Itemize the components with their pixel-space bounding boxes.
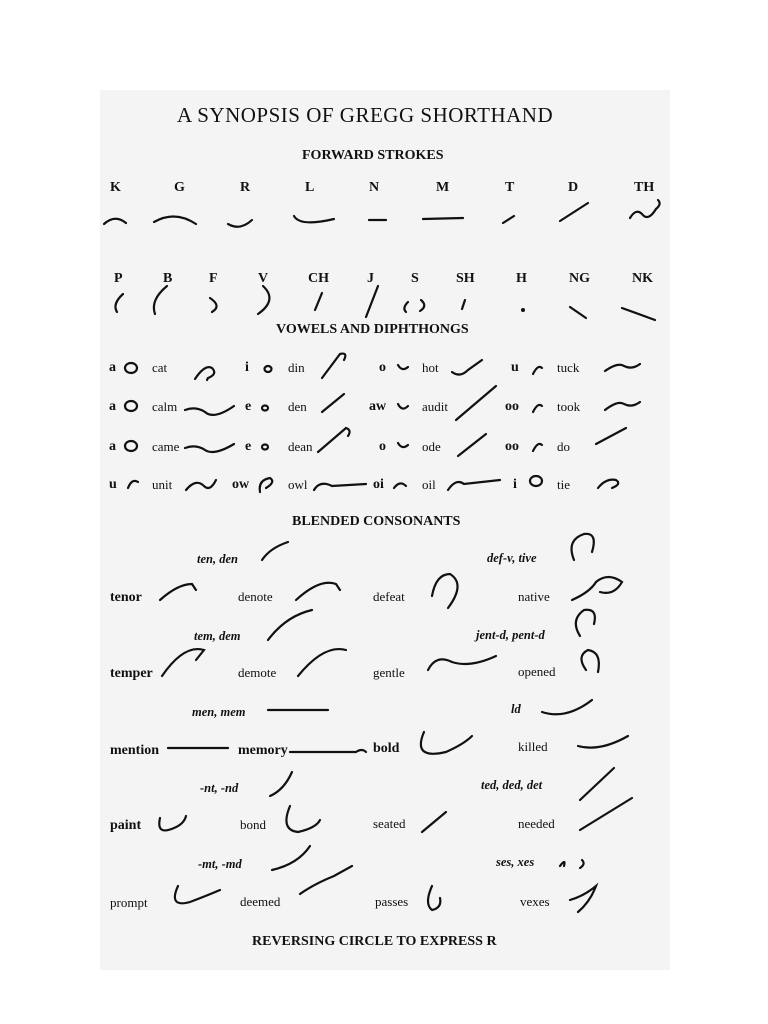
blend-word-native: native	[518, 589, 550, 604]
blend-stroke-denote	[296, 583, 340, 600]
vowel-a-3: a	[109, 439, 116, 454]
vowel-stroke-owl	[314, 484, 366, 490]
blend-caption-mt-md: -mt, -md	[198, 857, 242, 871]
blend-word-demote: demote	[238, 665, 277, 680]
vowel-mark-aw	[398, 404, 408, 409]
vowel-stroke-took	[605, 402, 640, 410]
stroke-label-r: R	[240, 180, 251, 195]
blend-stroke-bold	[421, 732, 472, 754]
blend-word-deemed: deemed	[240, 894, 281, 909]
stroke-label-f: F	[209, 271, 218, 286]
stroke-g	[154, 216, 196, 224]
vowel-mark-i	[265, 366, 272, 372]
vowel-word-hot: hot	[422, 360, 439, 375]
vowel-word-took: took	[557, 399, 581, 414]
stroke-ng	[570, 307, 586, 318]
blend-stroke-ld	[542, 700, 592, 714]
blend-word-gentle: gentle	[373, 665, 405, 680]
vowel-mark-oo2	[533, 444, 542, 451]
blend-caption-def-tive: def-v, tive	[487, 551, 537, 565]
stroke-label-th: TH	[634, 180, 655, 195]
stroke-label-t: T	[505, 180, 515, 195]
stroke-label-sh: SH	[456, 271, 475, 286]
vowel-mark-o	[398, 365, 408, 369]
blend-caption-jent-pent: jent-d, pent-d	[476, 628, 545, 642]
blend-word-mention: mention	[110, 743, 159, 758]
blend-word-defeat: defeat	[373, 589, 405, 604]
vowel-mark-u2	[128, 481, 138, 488]
stroke-label-nk: NK	[632, 271, 653, 286]
vowel-mark-u	[533, 367, 542, 374]
vowel-i: i	[245, 360, 249, 375]
blend-word-temper: temper	[110, 666, 153, 681]
vowel-o-1: o	[379, 360, 386, 375]
blend-stroke-passes	[428, 886, 440, 910]
page-title: A SYNOPSIS OF GREGG SHORTHAND	[177, 103, 554, 127]
vowel-stroke-ode	[458, 434, 486, 456]
vowel-stroke-cat	[195, 367, 214, 380]
vowel-mark-a2	[125, 401, 137, 411]
vowel-word-audit: audit	[422, 399, 448, 414]
vowel-stroke-dean	[318, 428, 350, 452]
vowel-mark-a	[125, 363, 137, 373]
vowel-word-unit: unit	[152, 477, 173, 492]
vowel-word-oil: oil	[422, 477, 436, 492]
blend-word-killed: killed	[518, 739, 548, 754]
blend-stroke-ses-xes	[560, 860, 584, 868]
blend-word-denote: denote	[238, 589, 273, 604]
vowel-u-1: u	[511, 360, 519, 375]
blend-word-vexes: vexes	[520, 894, 550, 909]
blend-stroke-needed	[580, 798, 632, 830]
vowel-word-owl: owl	[288, 477, 308, 492]
stroke-k	[104, 219, 126, 224]
stroke-label-h: H	[516, 271, 527, 286]
blend-stroke-demote	[298, 649, 346, 676]
blend-caption-ld: ld	[511, 702, 521, 716]
blend-stroke-opened	[581, 650, 598, 672]
stroke-b	[154, 286, 167, 314]
blend-stroke-gentle	[428, 656, 496, 670]
vowel-stroke-den	[322, 394, 344, 412]
vowel-stroke-hot	[452, 360, 482, 375]
blend-word-memory: memory	[238, 743, 288, 758]
blended-heading: BLENDED CONSONANTS	[292, 514, 461, 529]
vowel-oo-2: oo	[505, 439, 519, 454]
blend-stroke-ted-ded	[580, 768, 614, 800]
vowel-e-2: e	[245, 439, 252, 454]
stroke-r	[228, 220, 252, 227]
blend-stroke-def-tive	[572, 534, 594, 560]
blend-stroke-nt-nd	[270, 772, 292, 796]
stroke-f	[210, 298, 217, 312]
blend-stroke-paint	[159, 816, 186, 830]
vowel-stroke-came	[185, 444, 234, 452]
blend-word-bond: bond	[240, 817, 266, 832]
stroke-ch	[315, 293, 322, 310]
blend-caption-men-mem: men, mem	[192, 705, 246, 719]
vowel-stroke-oil	[448, 480, 500, 490]
vowel-stroke-tuck	[605, 364, 640, 371]
stroke-th	[630, 200, 660, 218]
vowel-word-came: came	[152, 439, 180, 454]
vowel-u-2: u	[109, 477, 117, 492]
blend-caption-nt-nd: -nt, -nd	[200, 781, 239, 795]
vowel-stroke-tie	[598, 480, 618, 488]
blend-word-needed: needed	[518, 816, 555, 831]
stroke-label-g: G	[174, 180, 185, 195]
blend-word-bold: bold	[373, 741, 400, 756]
vowel-stroke-owl-mark	[260, 478, 273, 492]
vowel-stroke-unit	[186, 480, 216, 490]
vowel-mark-a3	[125, 441, 137, 451]
blend-stroke-bond	[286, 806, 320, 832]
stroke-label-p: P	[114, 271, 123, 286]
stroke-s	[404, 300, 424, 312]
vowel-mark-oi	[394, 483, 406, 488]
vowel-word-tie: tie	[557, 477, 570, 492]
blend-word-prompt: prompt	[110, 895, 148, 910]
vowel-word-dean: dean	[288, 439, 313, 454]
vowel-mark-e	[262, 406, 268, 411]
vowel-oo-1: oo	[505, 399, 519, 414]
vowel-word-do: do	[557, 439, 570, 454]
blend-word-tenor: tenor	[110, 590, 142, 605]
vowel-word-tuck: tuck	[557, 360, 580, 375]
blend-stroke-mt-md	[272, 846, 310, 870]
stroke-label-b: B	[163, 271, 173, 286]
vowel-stroke-din	[322, 354, 345, 378]
vowel-stroke-do	[596, 428, 626, 444]
blend-stroke-tem-dem	[268, 610, 312, 640]
vowel-e-1: e	[245, 399, 252, 414]
vowel-ow: ow	[232, 477, 250, 492]
vowel-mark-e2	[262, 445, 268, 450]
vowels-heading: VOWELS AND DIPHTHONGS	[276, 322, 469, 337]
vowel-word-ode: ode	[422, 439, 441, 454]
blend-word-passes: passes	[375, 894, 409, 909]
vowel-o-2: o	[379, 439, 386, 454]
vowel-mark-o2	[398, 443, 408, 447]
vowel-oi: oi	[373, 477, 384, 492]
stroke-t	[503, 216, 514, 223]
blend-caption-ses-xes: ses, xes	[496, 855, 535, 869]
blend-stroke-seated	[422, 812, 446, 832]
vowel-word-den: den	[288, 399, 307, 414]
vowel-a-2: a	[109, 399, 116, 414]
stroke-h	[521, 308, 525, 312]
blend-word-paint: paint	[110, 818, 142, 833]
footer-heading: REVERSING CIRCLE TO EXPRESS R	[252, 934, 497, 949]
blend-stroke-prompt	[175, 886, 220, 903]
stroke-label-k: K	[110, 180, 121, 195]
blend-stroke-killed	[578, 736, 628, 748]
stroke-l	[294, 216, 334, 222]
stroke-p	[115, 294, 123, 312]
vowel-word-cat: cat	[152, 360, 168, 375]
stroke-label-n: N	[369, 180, 380, 195]
vowel-mark-i2	[530, 476, 542, 486]
vowel-word-din: din	[288, 360, 305, 375]
blend-stroke-jent-pent	[576, 610, 595, 636]
stroke-d	[560, 203, 588, 221]
blend-stroke-native	[572, 577, 622, 600]
blend-stroke-tenor	[160, 584, 196, 600]
vowel-mark-oo	[533, 405, 542, 412]
stroke-label-m: M	[436, 180, 450, 195]
vowel-aw: aw	[369, 399, 387, 414]
blend-stroke-memory	[290, 750, 366, 752]
vowel-i-2: i	[513, 477, 517, 492]
blend-stroke-vexes	[570, 886, 596, 912]
stroke-label-ng: NG	[569, 271, 590, 286]
stroke-v	[258, 286, 269, 314]
blend-stroke-deemed	[300, 866, 352, 894]
blend-caption-ted-ded: ted, ded, det	[481, 778, 543, 792]
stroke-label-j: J	[367, 271, 374, 286]
blend-caption-tem-dem: tem, dem	[194, 629, 241, 643]
stroke-sh	[462, 300, 465, 309]
blend-stroke-temper	[162, 649, 204, 676]
stroke-label-v: V	[258, 271, 269, 286]
vowel-stroke-calm	[185, 406, 234, 415]
vowel-stroke-audit	[456, 386, 496, 420]
forward-strokes-heading: FORWARD STROKES	[302, 148, 444, 163]
blend-word-opened: opened	[518, 664, 556, 679]
stroke-label-d: D	[568, 180, 579, 195]
stroke-j	[366, 286, 378, 317]
blend-stroke-defeat	[432, 574, 458, 608]
stroke-label-l: L	[305, 180, 315, 195]
blend-stroke-ten-den	[262, 542, 288, 560]
stroke-label-ch: CH	[308, 271, 329, 286]
stroke-label-s: S	[411, 271, 419, 286]
stroke-nk	[622, 308, 655, 320]
blend-caption-ten-den: ten, den	[197, 552, 238, 566]
stroke-m	[423, 218, 463, 219]
vowel-a-1: a	[109, 360, 116, 375]
vowel-word-calm: calm	[152, 399, 178, 414]
blend-word-seated: seated	[373, 816, 406, 831]
